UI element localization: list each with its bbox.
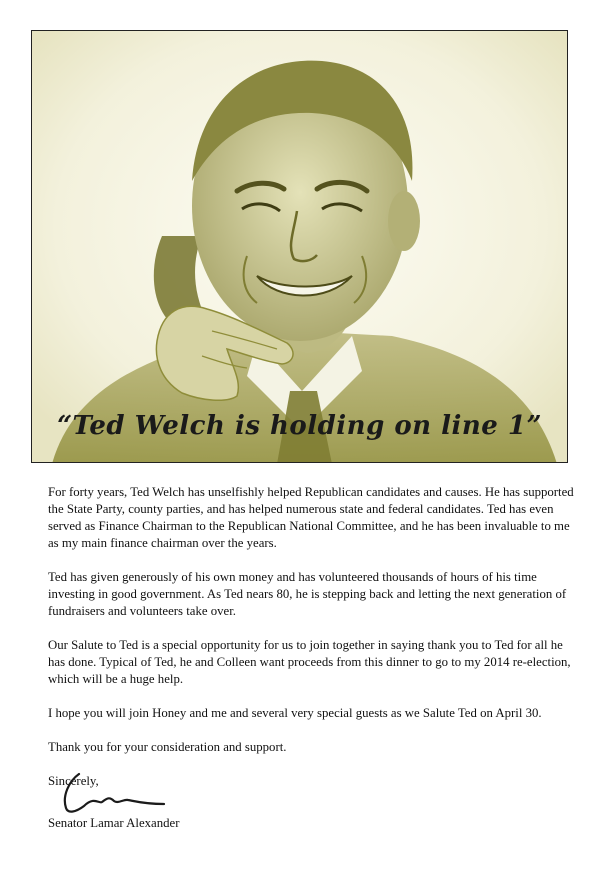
letter-body xyxy=(48,484,576,790)
letter-paragraph-3: Our Salute to Ted is a special opportunity for us to join together in saying thank you to Ted for all he has done. Typical of Ted, he and Colleen want proceeds from this dinner to go to my 2014 re-election, which will be a huge help. xyxy=(48,638,571,686)
signer-name: Senator Lamar Alexander xyxy=(48,816,180,830)
portrait-sketch xyxy=(32,31,568,463)
portrait-quote: “Ted Welch is holding on line 1” xyxy=(57,411,542,441)
letter-paragraph-5: Thank you for your consideration and support. xyxy=(48,740,287,754)
letter-paragraph-1: For forty years, Ted Welch has unselfishly helped Republican candidates and causes. He has supported the State Party, county parties, and has helped numerous state and federal candidates. Ted has even served as Finance Chairman to the Republican National Committee, and he has been invaluable to me as my main finance chairman over the years. xyxy=(48,485,574,550)
letter-paragraph-2: Ted has given generously of his own money and has volunteered thousands of hours of his time investing in good government. As Ted nears 80, he is stepping back and letting the next generation of fundraisers and volunteers take over. xyxy=(48,570,567,618)
letter-paragraph-4: I hope you will join Honey and me and several very special guests as we Salute Ted on April 30. xyxy=(48,706,542,720)
closing-salutation: Sincerely, xyxy=(48,774,99,788)
portrait-frame xyxy=(31,30,568,463)
handwritten-signature xyxy=(54,766,174,821)
